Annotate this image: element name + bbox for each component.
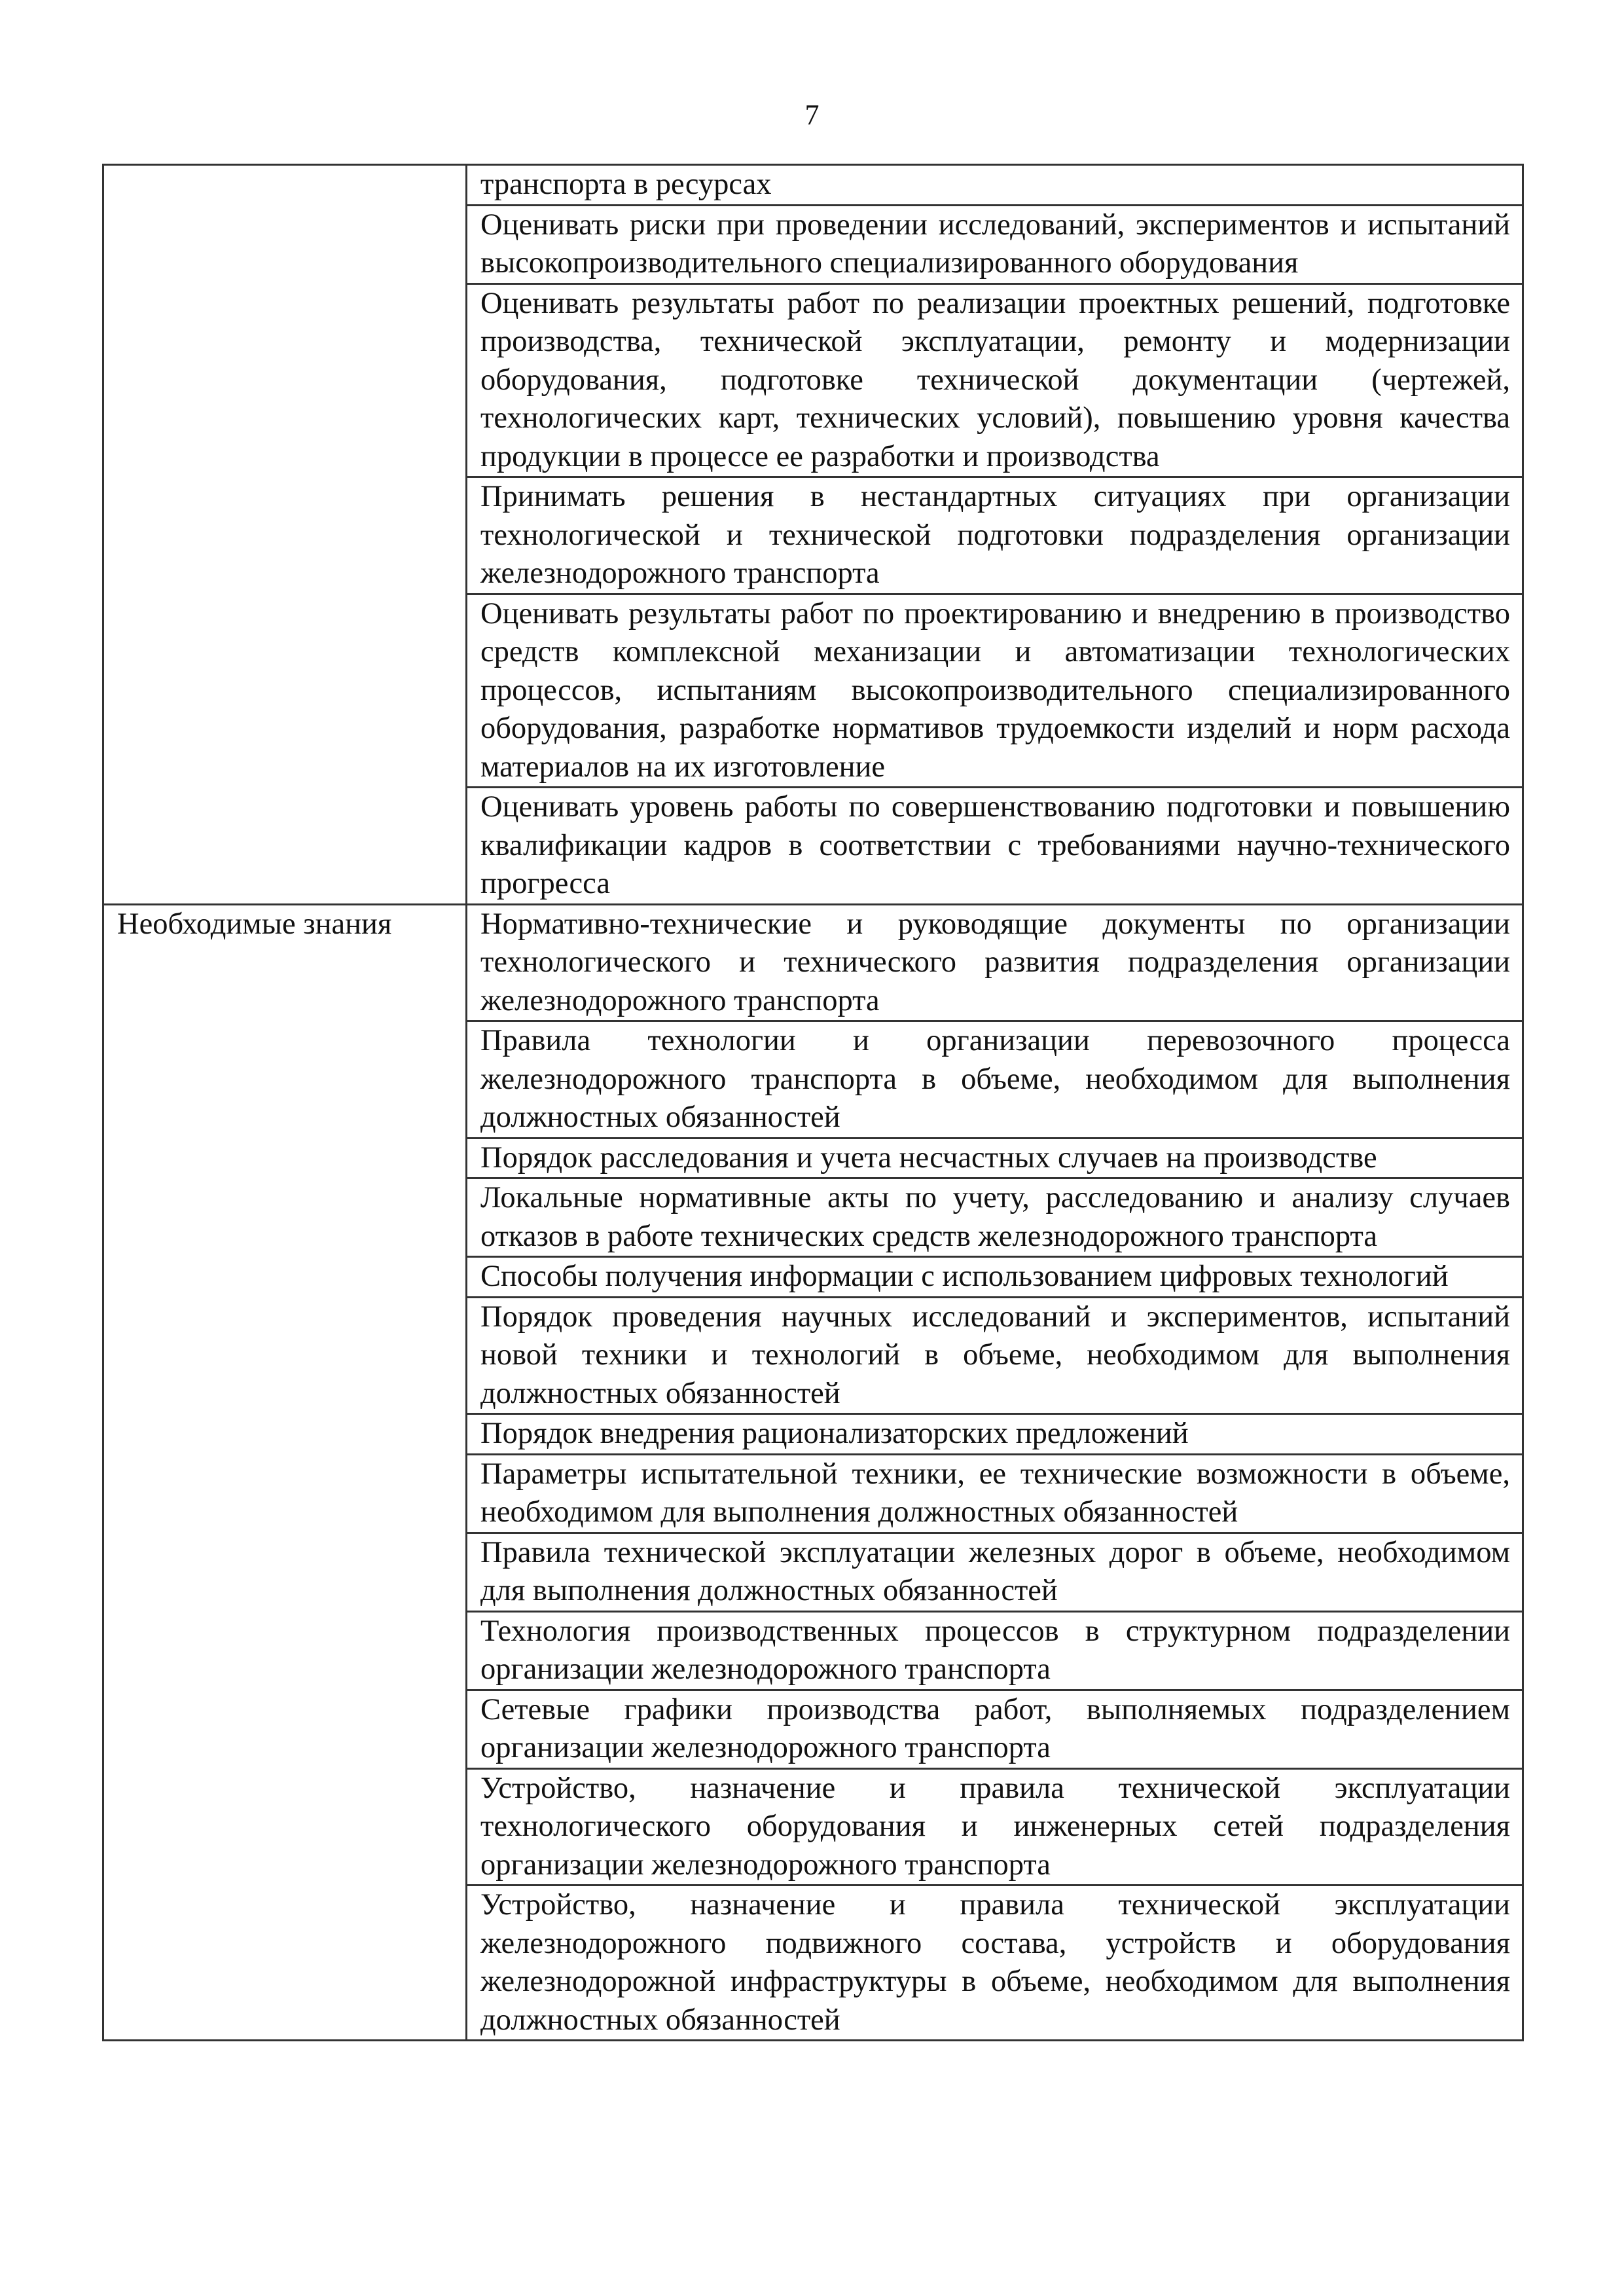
requirement-text: Устройство, назначение и правила технической эксплуатации технологического оборудования и инженерных сетей подразделения организации железнодорожного транспорта [467,1768,1523,1886]
requirement-text: транспорта в ресурсах [467,165,1523,206]
page-number: 7 [804,99,820,131]
requirement-text: Оценивать риски при проведении исследований, экспериментов и испытаний высокопроизводительного специализированного оборудования [467,205,1523,283]
requirement-text: Порядок внедрения рационализаторских предложений [467,1414,1523,1455]
requirement-text: Оценивать результаты работ по реализации проектных решений, подготовке производства, технической эксплуатации, ремонту и модернизации оборудования, подготовке технической документации (чертежей, технологических карт, технических условий), повышению уровня качества продукции в процессе ее разработки и производства [467,283,1523,477]
requirement-text: Сетевые графики производства работ, выполняемых подразделением организации железнодорожного транспорта [467,1690,1523,1768]
requirement-text: Локальные нормативные акты по учету, расследованию и анализу случаев отказов в работе технических средств железнодорожного транспорта [467,1178,1523,1257]
requirement-text: Оценивать результаты работ по проектированию и внедрению в производство средств комплексной механизации и автоматизации технологических процессов, испытаниям высокопроизводительного специализированного оборудования, разработке нормативов трудоемкости изделий и норм расхода материалов на их изготовление [467,594,1523,788]
requirement-text: Порядок проведения научных исследований и экспериментов, испытаний новой техники и технологий в объеме, необходимом для выполнения должностных обязанностей [467,1297,1523,1414]
table-row [103,165,1523,206]
requirement-text: Способы получения информации с использованием цифровых технологий [467,1257,1523,1298]
table-row [103,904,1523,1021]
requirement-text: Принимать решения в нестандартных ситуациях при организации технологической и технической подготовки подразделения организации железнодорожного транспорта [467,477,1523,594]
requirement-text: Технология производственных процессов в структурном подразделении организации железнодорожного транспорта [467,1611,1523,1690]
group-label-empty [103,165,467,905]
requirement-text: Правила технической эксплуатации железных дорог в объеме, необходимом для выполнения должностных обязанностей [467,1533,1523,1611]
group-label-knowledge: Необходимые знания [103,904,467,2041]
requirement-text: Порядок расследования и учета несчастных случаев на производстве [467,1138,1523,1178]
requirement-text: Параметры испытательной техники, ее технические возможности в объеме, необходимом для выполнения должностных обязанностей [467,1454,1523,1533]
requirement-text: Оценивать уровень работы по совершенствованию подготовки и повышению квалификации кадров в соответствии с требованиями научно-технического прогресса [467,788,1523,905]
requirement-text: Нормативно-технические и руководящие документы по организации технологического и технического развития подразделения организации железнодорожного транспорта [467,904,1523,1021]
requirement-text: Устройство, назначение и правила технической эксплуатации железнодорожного подвижного состава, устройств и оборудования железнодорожной инфраструктуры в объеме, необходимом для выполнения должностных обязанностей [467,1886,1523,2041]
competency-table [102,164,1524,2041]
requirement-text: Правила технологии и организации перевозочного процесса железнодорожного транспорта в объеме, необходимом для выполнения должностных обязанностей [467,1021,1523,1139]
